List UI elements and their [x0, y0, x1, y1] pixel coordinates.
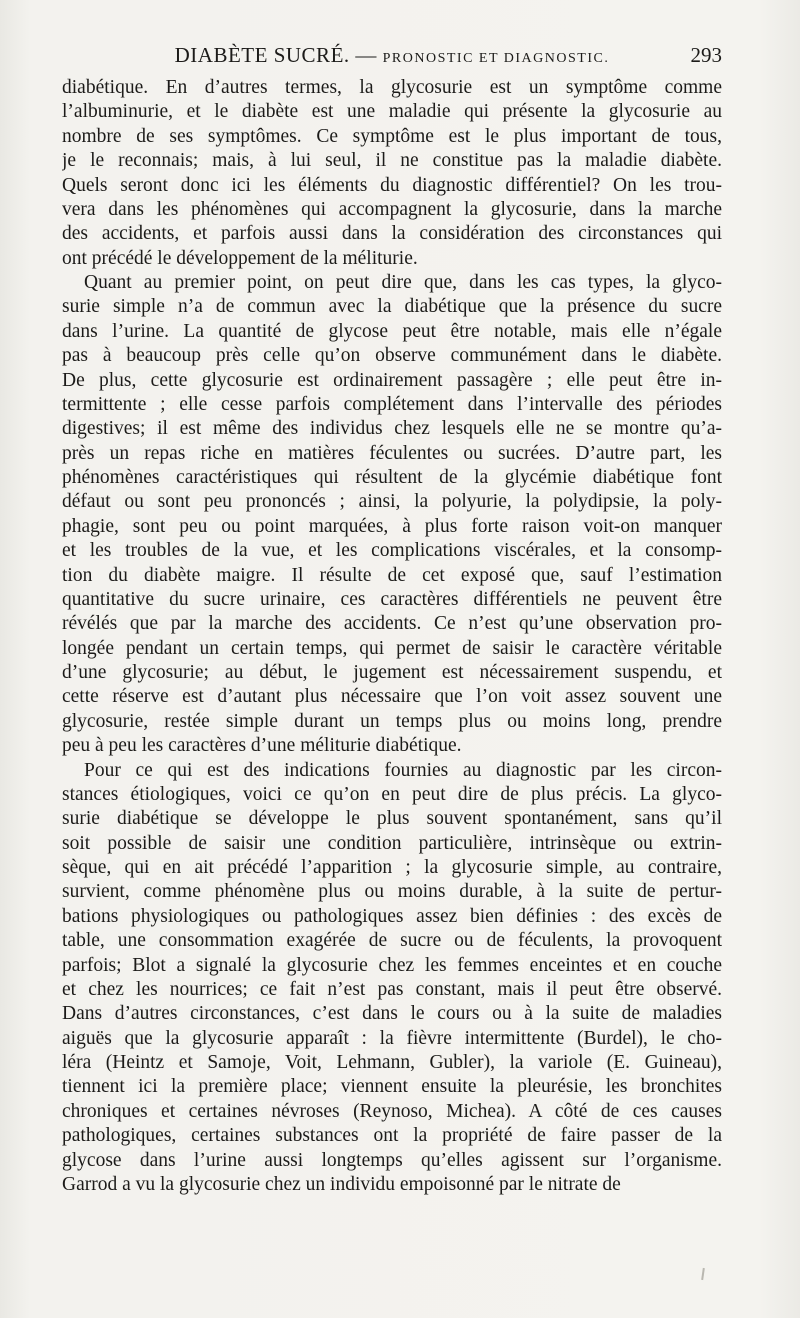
text-line: ont précédé le développement de la méliturie. — [62, 247, 418, 269]
text-line: termittente ; elle cesse parfois complétement dans l’intervalle des périodes — [62, 393, 722, 415]
text-line: Pour ce qui est des indications fournies au diagnostic par les circon- — [84, 759, 722, 781]
text-line: soit possible de saisir une condition particulière, intrinsèque ou extrin- — [62, 832, 722, 854]
text-line: léra (Heintz et Samoje, Voit, Lehmann, Gubler), la variole (E. Guineau), — [62, 1052, 722, 1073]
text-line: diabétique. En d’autres termes, la glycosurie est un symptôme comme — [62, 77, 722, 98]
text-line: je le reconnais; mais, à lui seul, il ne constitue pas la maladie diabète. — [62, 150, 722, 172]
text-line: près un repas riche en matières féculentes ou sucrées. D’autre part, les — [62, 442, 722, 464]
page-number: 293 — [690, 43, 722, 67]
text-line: stances étiologiques, voici ce qu’on en peut dire de plus précis. La glyco- — [62, 783, 722, 805]
text-line: digestives; il est même des individus chez lesquels elle ne se montre qu’a- — [62, 418, 722, 440]
text-line: révélés que par la marche des accidents. Ce n’est qu’une observation pro- — [62, 613, 722, 635]
text-line: et chez les nourrices; ce fait n’est pas constant, mais il peut être observé. — [62, 978, 722, 1000]
text-line: des accidents, et parfois aussi dans la considération des circonstances qui — [62, 223, 722, 245]
paragraph — [62, 759, 722, 1198]
text-line: table, une consommation exagérée de sucre ou de féculents, la provoquent — [62, 930, 722, 952]
text-line: parfois; Blot a signalé la glycosurie chez les femmes enceintes et en couche — [62, 954, 722, 976]
paragraph — [62, 271, 722, 759]
text-line: dans l’urine. La quantité de glycose peut être notable, mais elle n’égale — [62, 320, 722, 342]
section-title: PRONOSTIC ET DIAGNOSTIC. — [382, 51, 610, 66]
text-line: sèque, qui en ait précédé l’apparition ; la glycosurie simple, au contraire, — [62, 857, 722, 878]
text-line: cette réserve est d’autant plus nécessaire que l’on voit assez souvent une — [62, 686, 722, 708]
text-line: tion du diabète maigre. Il résulte de cet exposé que, sauf l’estimation — [62, 564, 722, 586]
text-line: longée pendant un certain temps, qui permet de saisir le caractère véritable — [62, 637, 722, 659]
text-line: phagie, sont peu ou point marquées, à plus forte raison voit-on manquer — [62, 515, 722, 537]
text-line: surie diabétique se développe le plus souvent spontanément, sans qu’il — [62, 808, 722, 830]
text-line: d’une glycosurie; au début, le jugement est nécessairement suspendu, et — [62, 662, 722, 683]
text-line: tiennent ici la première place; viennent ensuite la pleurésie, les bronchites — [62, 1076, 722, 1098]
text-line: phénomènes caractéristiques qui résultent de la glycémie diabétique font — [62, 467, 722, 488]
text-line: De plus, cette glycosurie est ordinairement passagère ; elle peut être in- — [62, 369, 722, 391]
body-text — [62, 76, 722, 1197]
paper-mark — [701, 1268, 705, 1280]
text-line: Quels seront donc ici les éléments du diagnostic différentiel? On les trou- — [62, 174, 722, 196]
chapter-title: DIABÈTE SUCRÉ. — [174, 43, 350, 67]
running-head-title — [62, 40, 722, 74]
running-head — [62, 40, 722, 70]
title-separator: — — [355, 43, 377, 67]
text-line: vera dans les phénomènes qui accompagnent la glycosurie, dans la marche — [62, 198, 722, 220]
text-line: aiguës que la glycosurie apparaît : la fièvre intermittente (Burdel), le cho- — [62, 1027, 722, 1049]
text-line: glycose dans l’urine aussi longtemps qu’elles agissent sur l’organisme. — [62, 1149, 722, 1171]
text-line: bations physiologiques ou pathologiques assez bien définies : des excès de — [62, 905, 722, 927]
text-line: Garrod a vu la glycosurie chez un individu empoisonné par le nitrate de — [62, 1173, 621, 1195]
text-line: glycosurie, restée simple durant un temps plus ou moins long, prendre — [62, 710, 722, 732]
text-line: peu à peu les caractères d’une méliturie diabétique. — [62, 735, 462, 757]
text-line: chroniques et certaines névroses (Reynoso, Michea). A côté de ces causes — [62, 1100, 722, 1122]
text-line: pathologiques, certaines substances ont la propriété de faire passer de la — [62, 1125, 722, 1147]
text-line: quantitative du sucre urinaire, ces caractères différentiels ne peuvent être — [62, 588, 722, 610]
text-line: Dans d’autres circonstances, c’est dans le cours ou à la suite de maladies — [62, 1003, 722, 1025]
text-line: survient, comme phénomène plus ou moins durable, à la suite de pertur- — [62, 881, 722, 903]
text-line: et les troubles de la vue, et les complications viscérales, et la consomp- — [62, 540, 722, 562]
text-line: pas à beaucoup près celle qu’on observe communément dans le diabète. — [62, 345, 722, 367]
paragraph — [62, 76, 722, 271]
text-line: nombre de ses symptômes. Ce symptôme est le plus important de tous, — [62, 125, 722, 147]
text-line: surie simple n’a de commun avec la diabétique que la présence du sucre — [62, 296, 722, 318]
text-line: défaut ou sont peu prononcés ; ainsi, la polyurie, la polydipsie, la poly- — [62, 491, 722, 513]
text-line: Quant au premier point, on peut dire que, dans les cas types, la glyco- — [84, 272, 722, 293]
text-line: l’albuminurie, et le diabète est une maladie qui présente la glycosurie au — [62, 101, 722, 123]
